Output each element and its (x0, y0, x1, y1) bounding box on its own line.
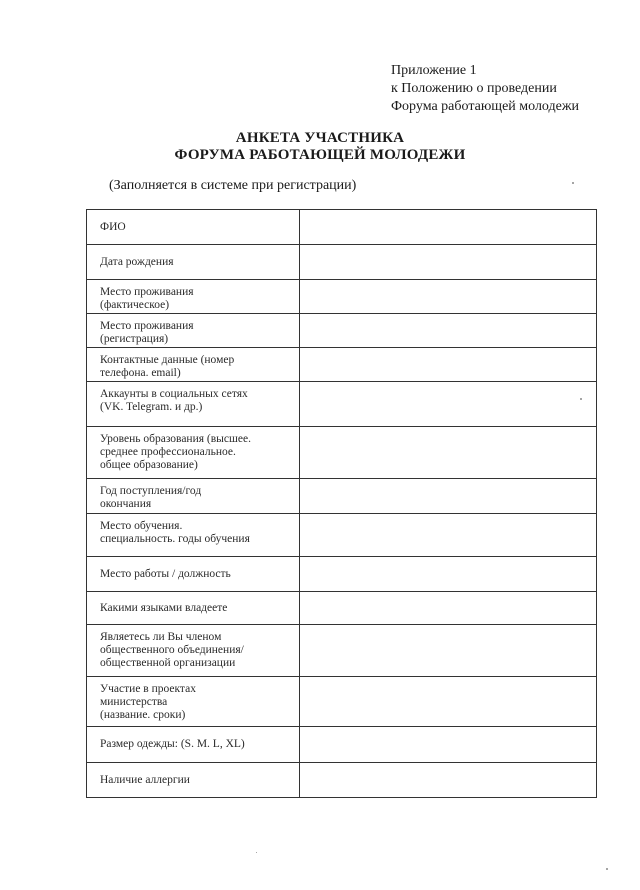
form-row (87, 210, 597, 245)
form-row-label-cell (87, 677, 300, 727)
document-title (0, 130, 640, 164)
participant-form-table (86, 209, 597, 798)
form-row-label: Участие в проектах министерства (название. сроки) (100, 683, 196, 721)
appendix-line-3: Форума работающей молодежи (391, 99, 580, 114)
scan-speck (580, 398, 582, 400)
form-row (87, 280, 597, 314)
form-row-label-cell (87, 348, 300, 382)
form-row-label-cell (87, 210, 300, 245)
form-row-value-field[interactable] (300, 382, 597, 427)
form-row-label: Аккаунты в социальных сетях (VK. Telegram. и др.) (100, 388, 248, 413)
form-row-label-cell (87, 514, 300, 557)
form-row-value-field[interactable] (300, 514, 597, 557)
form-row (87, 677, 597, 727)
form-row-label: Место работы / должность (100, 567, 231, 580)
form-row-label: Место обучения. специальность. годы обучения (100, 520, 250, 545)
form-row (87, 348, 597, 382)
form-row-label: Уровень образования (высшее. среднее профессиональное. общее образование) (100, 433, 251, 471)
form-row (87, 314, 597, 348)
title-line-2: ФОРУМА РАБОТАЮЩЕЙ МОЛОДЕЖИ (174, 147, 466, 163)
form-row-value-field[interactable] (300, 677, 597, 727)
form-row-label-cell (87, 314, 300, 348)
form-row-label-cell (87, 245, 300, 280)
form-row-label-cell (87, 557, 300, 592)
form-row-value-field[interactable] (300, 763, 597, 798)
form-row (87, 625, 597, 677)
form-row (87, 557, 597, 592)
form-row-value-field[interactable] (300, 592, 597, 625)
form-row-label-cell (87, 763, 300, 798)
form-row-value-field[interactable] (300, 727, 597, 763)
form-row-label-cell (87, 727, 300, 763)
form-row-value-field[interactable] (300, 557, 597, 592)
form-row (87, 479, 597, 514)
form-row-value-field[interactable] (300, 314, 597, 348)
form-row (87, 727, 597, 763)
form-row-label: Год поступления/год окончания (100, 485, 202, 510)
form-row-label: Место проживания (фактическое) (100, 286, 194, 311)
title-line-1: АНКЕТА УЧАСТНИКА (235, 130, 405, 146)
form-row (87, 427, 597, 479)
form-row-label: Контактные данные (номер телефона. email) (100, 354, 235, 379)
form-row-value-field[interactable] (300, 427, 597, 479)
form-row-label: Являетесь ли Вы членом общественного объединения/ общественной организации (100, 631, 244, 669)
form-row-label-cell (87, 427, 300, 479)
form-row (87, 245, 597, 280)
form-row (87, 514, 597, 557)
form-row-value-field[interactable] (300, 210, 597, 245)
fill-instruction: (Заполняется в системе при регистрации) (109, 178, 357, 193)
scan-speck (606, 868, 608, 870)
form-row-label: Наличие аллергии (100, 773, 190, 786)
form-row-label: ФИО (100, 220, 126, 233)
form-row-label-cell (87, 382, 300, 427)
form-row (87, 763, 597, 798)
form-row-value-field[interactable] (300, 245, 597, 280)
form-row (87, 592, 597, 625)
form-row-label-cell (87, 479, 300, 514)
form-row-value-field[interactable] (300, 348, 597, 382)
form-row-label: Размер одежды: (S. M. L, XL) (100, 738, 245, 750)
form-row-label: Дата рождения (100, 255, 174, 268)
form-row-label-cell (87, 280, 300, 314)
form-row-value-field[interactable] (300, 625, 597, 677)
scan-speck (256, 852, 257, 853)
form-row-value-field[interactable] (300, 479, 597, 514)
form-row-label-cell (87, 592, 300, 625)
appendix-line-2: к Положению о проведении (391, 81, 557, 96)
scan-speck (572, 182, 574, 184)
form-row (87, 382, 597, 427)
appendix-note (391, 62, 579, 116)
form-row-label: Место проживания (регистрация) (100, 320, 194, 345)
form-row-value-field[interactable] (300, 280, 597, 314)
appendix-line-1: Приложение 1 (391, 63, 477, 78)
form-row-label: Какими языками владеете (100, 601, 228, 614)
form-row-label-cell (87, 625, 300, 677)
